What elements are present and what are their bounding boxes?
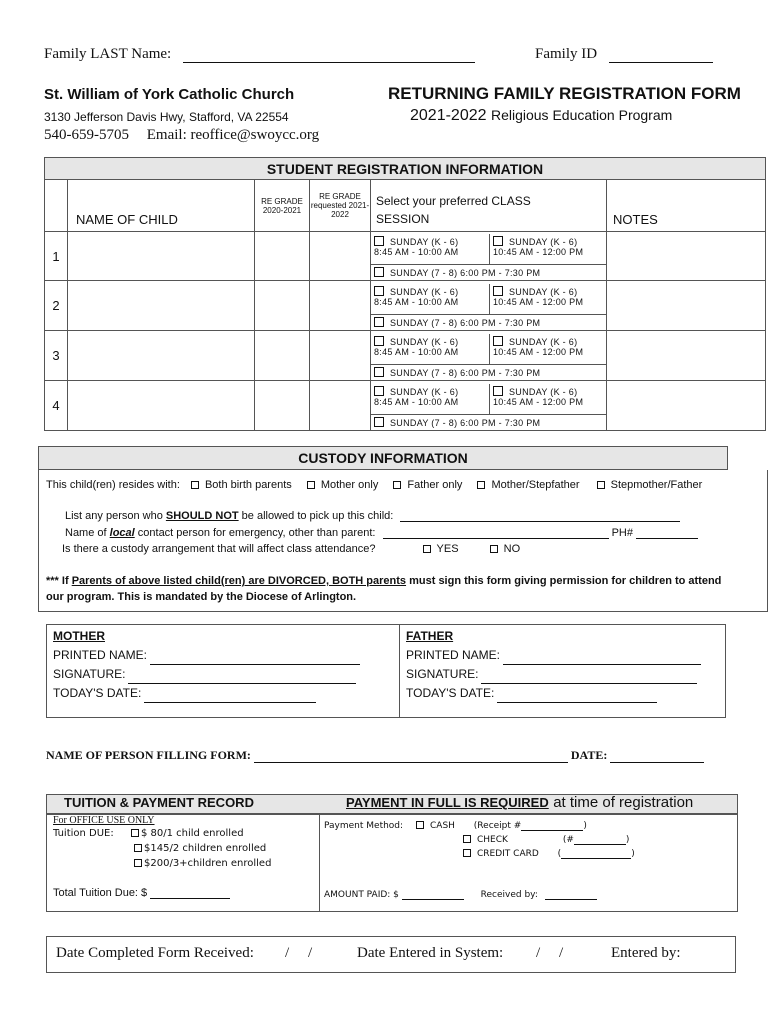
session-b-time: 10:45 AM - 12:00 PM [493, 247, 584, 257]
grade-req-cell[interactable] [310, 381, 371, 431]
tuition-table [46, 814, 738, 912]
father-date-label: TODAY'S DATE: [406, 686, 495, 700]
session-a-name: SUNDAY (K - 6) [390, 286, 459, 297]
divorce-pre: *** If [46, 575, 72, 587]
checkbox[interactable] [493, 286, 503, 296]
grade-req-cell[interactable] [310, 331, 371, 381]
row-number: 1 [45, 232, 68, 281]
row-number: 2 [45, 281, 68, 331]
session-option-c[interactable] [371, 365, 606, 378]
filler-date-field[interactable] [610, 751, 704, 763]
checkbox[interactable] [374, 317, 384, 327]
father-printed-name-field[interactable] [503, 652, 701, 665]
notes-cell[interactable] [607, 331, 766, 381]
checkbox[interactable] [493, 236, 503, 246]
date-entered-slash-1: / [536, 945, 541, 961]
cash-label: CASH [430, 821, 455, 831]
checkbox[interactable] [477, 481, 485, 489]
church-contact [44, 127, 319, 144]
mother-signature-field[interactable] [128, 671, 356, 684]
col-grade-prev: RE GRADE 2020-2021 [255, 180, 310, 232]
session-option-a[interactable] [371, 284, 490, 314]
session-a-name: SUNDAY (K - 6) [390, 237, 459, 247]
checkbox[interactable] [374, 417, 384, 427]
session-b-name: SUNDAY (K - 6) [509, 386, 578, 397]
col-session-line1: Select your preferred CLASS [376, 194, 531, 208]
grade-prev-cell[interactable] [255, 281, 310, 331]
tier-2-label: $145/2 children enrolled [144, 843, 267, 854]
session-cell [371, 281, 607, 331]
yes-label: YES [436, 543, 459, 555]
divorce-line2: our program. This is mandated by the Diocese of Arlington. [46, 591, 357, 603]
credit-card-field[interactable] [561, 849, 631, 859]
custody-section-title: CUSTODY INFORMATION [38, 446, 728, 470]
office-record-box [46, 936, 736, 973]
checkbox[interactable] [134, 859, 142, 867]
checkbox[interactable] [374, 267, 384, 277]
option-label: Mother/Stepfather [491, 479, 580, 491]
check-number-label: (# [562, 835, 574, 845]
date-completed-slash-2: / [308, 945, 313, 961]
check-number-field[interactable] [574, 835, 626, 845]
tier-3-option[interactable] [134, 858, 271, 869]
family-id-label: Family ID [535, 46, 598, 62]
date-completed-slash-1: / [285, 945, 290, 961]
family-last-name-field[interactable] [183, 48, 475, 63]
session-option-b[interactable] [490, 384, 583, 414]
father-printed-name-label: PRINTED NAME: [406, 648, 501, 662]
received-by-field[interactable] [545, 890, 597, 900]
session-a-time: 8:45 AM - 10:00 AM [374, 396, 459, 407]
table-row [45, 331, 766, 381]
should-not-emphasis: SHOULD NOT [165, 510, 239, 522]
child-name-cell[interactable] [68, 381, 255, 431]
option-label: Father only [407, 479, 463, 491]
checkbox[interactable] [490, 545, 498, 553]
date-completed-label: Date Completed Form Received: [56, 945, 254, 961]
program-name: Religious Education Program [490, 107, 673, 123]
tier-3-label: $200/3+children enrolled [144, 858, 272, 869]
family-id-field[interactable] [609, 48, 713, 63]
checkbox[interactable] [374, 236, 384, 246]
session-cell [371, 381, 607, 431]
checkbox[interactable] [131, 829, 139, 837]
session-option-a[interactable] [371, 334, 490, 364]
child-name-cell[interactable] [68, 331, 255, 381]
checkbox[interactable] [134, 844, 142, 852]
church-name: St. William of York Catholic Church [44, 86, 295, 103]
payment-check-option[interactable]: CHECK (# ) [463, 835, 629, 845]
date-entered-label: Date Entered in System: [357, 945, 504, 961]
notes-cell[interactable] [607, 381, 766, 431]
session-option-b[interactable] [490, 234, 583, 264]
table-row [45, 232, 766, 281]
person-filling-row [46, 748, 704, 763]
mother-section [47, 625, 400, 718]
col-grade-req: RE GRADE requested 2021-2022 [310, 180, 371, 232]
custody-no-option[interactable] [490, 543, 521, 555]
emergency-pre: Name of [65, 527, 110, 539]
payment-required-emphasis: PAYMENT IN FULL IS REQUIRED [346, 795, 549, 810]
tuition-due-label: Tuition DUE: [53, 828, 114, 839]
family-last-name-row [44, 46, 475, 63]
divorced-parents-notice [46, 573, 746, 605]
check-label: CHECK [477, 835, 508, 845]
should-not-pickup-row [65, 510, 680, 522]
custody-yes-option[interactable] [423, 543, 459, 555]
tuition-due-section [47, 815, 320, 912]
session-c-label: SUNDAY (7 - 8) 6:00 PM - 7:30 PM [390, 317, 541, 328]
resides-label: This child(ren) resides with: [46, 479, 180, 491]
notes-cell[interactable] [607, 281, 766, 331]
session-b-name: SUNDAY (K - 6) [509, 286, 578, 297]
mother-date-field[interactable] [144, 690, 316, 703]
person-filling-label: NAME OF PERSON FILLING FORM: [46, 748, 251, 762]
receipt-label: (Receipt # [473, 821, 522, 831]
tuition-due-row [53, 828, 244, 839]
divorce-emphasis: Parents of above listed child(ren) are DIVORCED, BOTH parents [71, 575, 407, 587]
payment-required-suffix: at time of registration [553, 794, 694, 811]
program-title [410, 107, 672, 125]
checkbox[interactable] [374, 336, 384, 346]
resides-with-row [46, 479, 702, 491]
should-not-pickup-field[interactable] [400, 510, 680, 522]
father-section [400, 625, 726, 718]
session-a-time: 8:45 AM - 10:00 AM [374, 296, 459, 307]
col-name-of-child: NAME OF CHILD [68, 180, 255, 232]
receipt-field[interactable] [521, 821, 583, 831]
session-a-time: 8:45 AM - 10:00 AM [374, 346, 459, 357]
session-a-name: SUNDAY (K - 6) [390, 336, 459, 347]
no-label: NO [503, 543, 521, 555]
parent-signature-table [46, 624, 726, 718]
col-session-line2: SESSION [376, 212, 430, 226]
total-due-field[interactable] [150, 887, 230, 899]
mother-signature-label: SIGNATURE: [53, 667, 126, 681]
checkbox[interactable] [191, 481, 199, 489]
option-both-birth-parents[interactable] [191, 479, 292, 491]
session-c-label: SUNDAY (7 - 8) 6:00 PM - 7:30 PM [390, 268, 541, 278]
received-by-label: Received by: [480, 890, 538, 900]
program-year: 2021-2022 [410, 107, 487, 124]
form-title: RETURNING FAMILY REGISTRATION FORM [388, 84, 741, 103]
office-use-label: For OFFICE USE ONLY [53, 815, 155, 826]
mother-date-label: TODAY'S DATE: [53, 686, 142, 700]
session-c-label: SUNDAY (7 - 8) 6:00 PM - 7:30 PM [390, 417, 541, 428]
father-signature-field[interactable] [481, 671, 697, 684]
session-b-time: 10:45 AM - 12:00 PM [493, 346, 584, 357]
option-label: Mother only [320, 479, 379, 491]
col-notes: NOTES [607, 180, 766, 232]
row-number: 3 [45, 331, 68, 381]
grade-prev-cell[interactable] [255, 381, 310, 431]
phone-label: PH# [611, 527, 633, 539]
person-filling-field[interactable] [254, 751, 568, 763]
checkbox[interactable] [393, 481, 401, 489]
tier-1-label: $ 80/1 child enrolled [140, 828, 244, 839]
credit-card-label: CREDIT CARD [477, 849, 539, 859]
student-table-header-row [45, 180, 766, 232]
father-title: FATHER [406, 629, 454, 643]
payment-credit-card-option[interactable]: CREDIT CARD ( ) [463, 849, 635, 859]
row-number: 4 [45, 381, 68, 431]
checkbox[interactable] [493, 386, 503, 396]
session-option-c[interactable] [371, 415, 606, 428]
option-label: Both birth parents [204, 479, 292, 491]
should-not-pre: List any person who [65, 510, 166, 522]
session-option-c[interactable] [371, 315, 606, 328]
tuition-title: TUITION & PAYMENT RECORD [64, 795, 254, 810]
session-option-b[interactable] [490, 284, 583, 314]
amount-paid-field[interactable] [402, 890, 464, 900]
date-entered-slash-2: / [559, 945, 564, 961]
mother-title: MOTHER [53, 629, 105, 643]
divorce-post: must sign this form giving permission for children to attend [406, 575, 722, 587]
grade-prev-cell[interactable] [255, 232, 310, 281]
payment-cash-option[interactable]: CASH (Receipt # ) [416, 821, 587, 831]
session-option-c[interactable] [371, 265, 606, 278]
emergency-post: contact person for emergency, other than parent: [134, 527, 376, 539]
tier-1-option[interactable] [131, 828, 244, 839]
session-option-a[interactable] [371, 384, 490, 414]
father-signature-label: SIGNATURE: [406, 667, 479, 681]
session-b-name: SUNDAY (K - 6) [509, 336, 578, 347]
custody-arrangement-row [62, 543, 520, 555]
mother-printed-name-field[interactable] [150, 652, 360, 665]
checkbox[interactable] [374, 386, 384, 396]
grade-prev-cell[interactable] [255, 331, 310, 381]
child-name-cell[interactable] [68, 232, 255, 281]
col-class-session [371, 180, 607, 232]
session-b-time: 10:45 AM - 12:00 PM [493, 296, 584, 307]
student-section-title: STUDENT REGISTRATION INFORMATION [45, 158, 766, 180]
checkbox[interactable] [374, 367, 384, 377]
church-email: Email: reoffice@swoycc.org [146, 127, 320, 143]
checkbox[interactable] [463, 849, 471, 857]
table-row [45, 281, 766, 331]
father-date-field[interactable] [497, 690, 657, 703]
session-a-name: SUNDAY (K - 6) [390, 386, 459, 397]
total-due-row [53, 887, 230, 899]
option-father-only[interactable] [393, 479, 462, 491]
total-due-label: Total Tuition Due: $ [53, 887, 148, 899]
session-c-label: SUNDAY (7 - 8) 6:00 PM - 7:30 PM [390, 367, 541, 378]
emergency-contact-row [65, 527, 698, 539]
filler-date-label: DATE: [570, 748, 608, 762]
amount-paid-label: AMOUNT PAID: $ [324, 890, 399, 900]
custody-arrangement-label: Is there a custody arrangement that will affect class attendance? [62, 543, 376, 555]
checkbox[interactable] [416, 821, 424, 829]
emergency-contact-field[interactable] [383, 527, 609, 539]
entered-by-label: Entered by: [611, 945, 681, 961]
student-registration-table [44, 157, 766, 431]
child-name-cell[interactable] [68, 281, 255, 331]
emergency-phone-field[interactable] [636, 527, 698, 539]
checkbox[interactable] [597, 481, 605, 489]
family-last-name-label: Family LAST Name: [44, 46, 172, 62]
session-cell [371, 232, 607, 281]
grade-req-cell[interactable] [310, 232, 371, 281]
mother-printed-name-label: PRINTED NAME: [53, 648, 148, 662]
checkbox[interactable] [374, 286, 384, 296]
session-a-time: 8:45 AM - 10:00 AM [374, 247, 459, 257]
family-id-row [535, 46, 713, 63]
checkbox[interactable] [307, 481, 315, 489]
amount-paid-row [324, 890, 597, 900]
tier-2-option[interactable] [134, 843, 266, 854]
church-address: 3130 Jefferson Davis Hwy, Stafford, VA 22554 [44, 110, 289, 124]
payment-method-label: Payment Method: [324, 821, 404, 831]
checkbox[interactable] [423, 545, 431, 553]
option-label: Stepmother/Father [610, 479, 703, 491]
option-mother-stepfather[interactable] [477, 479, 579, 491]
session-cell [371, 331, 607, 381]
payment-required-notice [346, 794, 693, 812]
should-not-post: be allowed to pick up this child: [238, 510, 394, 522]
session-option-a[interactable] [371, 234, 490, 264]
payment-method-section [320, 815, 738, 912]
grade-req-cell[interactable] [310, 281, 371, 331]
notes-cell[interactable] [607, 232, 766, 281]
checkbox[interactable] [463, 835, 471, 843]
session-b-name: SUNDAY (K - 6) [509, 237, 578, 247]
checkbox[interactable] [493, 336, 503, 346]
option-stepmother-father[interactable] [597, 479, 703, 491]
session-b-time: 10:45 AM - 12:00 PM [493, 396, 584, 407]
emergency-emphasis: local [109, 527, 135, 539]
option-mother-only[interactable] [307, 479, 378, 491]
church-phone: 540-659-5705 [44, 127, 129, 143]
table-row [45, 381, 766, 431]
session-option-b[interactable] [490, 334, 583, 364]
